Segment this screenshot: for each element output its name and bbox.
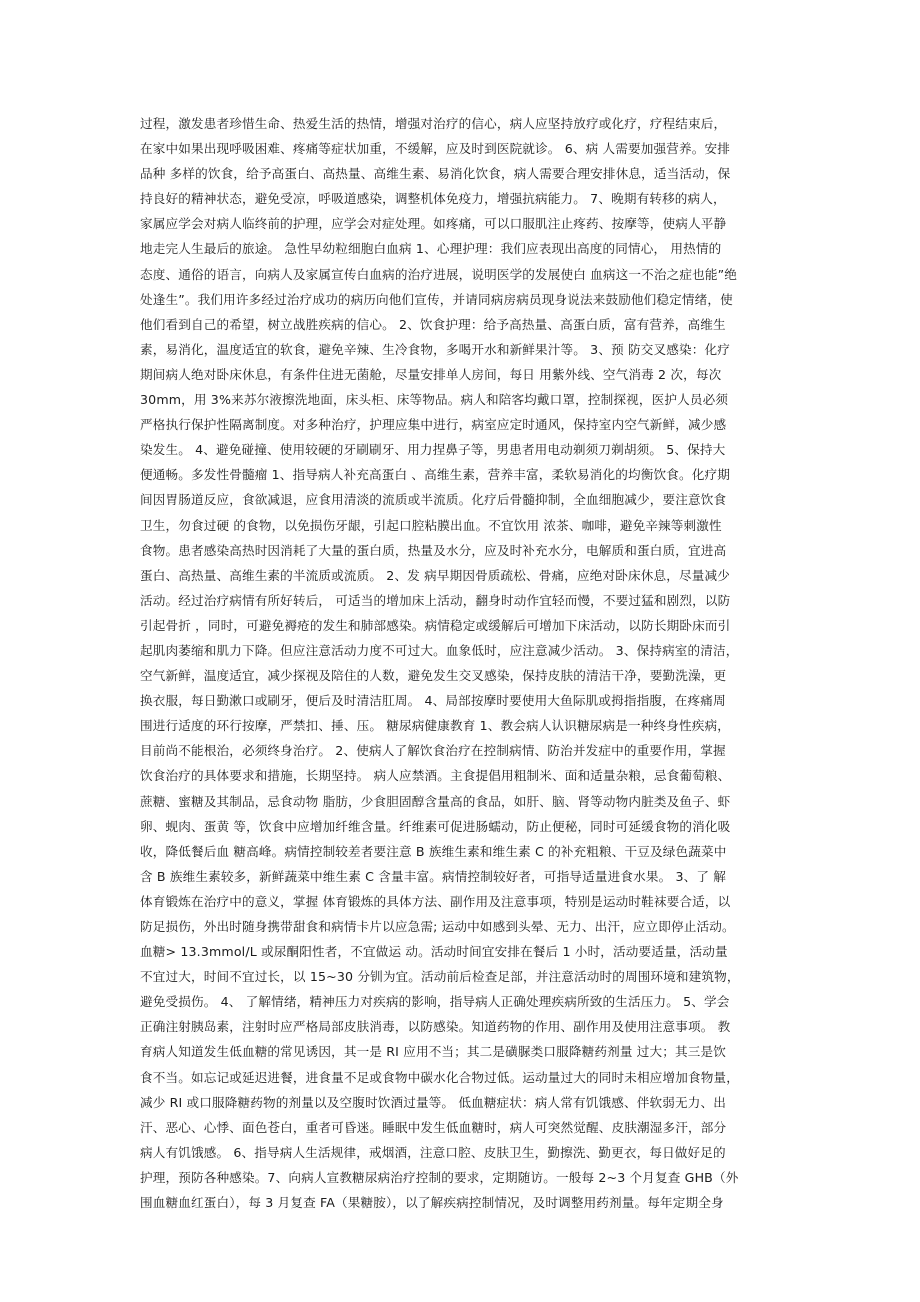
text-line: 围血糖血红蛋白），每 3 月复查 FA（果糖胺），以了解疾病控制情况，及时调整用药剂量。每年定期全身 (140, 1195, 724, 1211)
text-line: 活动。经过治疗病情有所好转后， 可适当的增加床上活动，翻身时动作宜轻而慢，不要过猛和剧烈，以防 (140, 592, 731, 608)
text-line: 饮食治疗的具体要求和措施，长期坚持。 病人应禁酒。主食提倡用粗制米、面和适量杂粮，忌食葡萄粮、 (140, 768, 731, 784)
text-line: 素，易消化，温度适宜的软食，避免辛辣、生冷食物，多喝开水和新鲜果汁等。 3、预 防交叉感染：化疗 (140, 341, 730, 357)
text-line: 蔗糖、蜜糖及其制品，忌食动物 脂肪，少食胆固醇含量高的食品，如肝、脑、肾等动物内脏类及鱼子、虾 (140, 793, 731, 809)
text-line: 间因胃肠道反应，食欲减退，应食用清淡的流质或半流质。化疗后骨髓抑制，全血细胞减少，要注意饮食 (140, 492, 727, 508)
text-line: 护理，预防各种感染。7、向病人宣教糖尿病治疗控制的要求，定期随访。一般每 2~3 个月复查 GHB（外 (140, 1169, 739, 1185)
text-line: 含 B 族维生素较多，新鲜蔬菜中维生素 C 含量丰富。病情控制较好者，可指导适量进食水果。 3、了 解 (140, 868, 727, 884)
text-line: 引起骨折 ，同时，可避免褥疮的发生和肺部感染。病情稳定或缓解后可增加下床活动，以防长期卧床而引 (140, 617, 731, 633)
text-line: 处逢生”。我们用许多经过治疗成功的病历向他们宣传，并请同病房病员现身说法来鼓励他们稳定情绪，使 (140, 291, 733, 307)
text-line: 目前尚不能根治，必须终身治疗。 2、使病人了解饮食治疗在控制病情、防治并发症中的重要作用，掌握 (140, 743, 726, 759)
text-line: 避免受损伤。 4、 了解情绪，精神压力对疾病的影响，指导病人正确处理疾病所致的生活压力。 5、学会 (140, 994, 730, 1010)
text-line: 围进行适度的环行按摩，严禁扣、捶、压。 糖尿病健康教育 1、教会病人认识糖尿病是一种终身性疾病， (140, 718, 730, 734)
text-line: 态度、通俗的语言，向病人及家属宣传白血病的治疗进展，说明医学的发展使白 血病这一不治之症也能”绝 (140, 266, 738, 282)
text-line: 育病人知道发生低血糖的常见诱因，其一是 RI 应用不当；其二是磺脲类口服降糖药剂量 过大；其三是饮 (140, 1044, 726, 1060)
text-line: 30mm，用 3%来苏尔液擦洗地面，床头柜、床等物品。病人和陪客均戴口罩，控制探视，医护人员必须 (140, 392, 729, 408)
text-line: 他们看到自己的希望，树立战胜疾病的信心。 2、饮食护理：给予高热量、高蛋白质，富有营养，高维生 (140, 316, 726, 332)
text-line: 空气新鲜，温度适宜，减少探视及陪住的人数，避免发生交叉感染，保持皮肤的清洁干净，要勤洗澡，更 (140, 668, 727, 684)
text-line: 病人有饥饿感。 6、指导病人生活规律，戒烟酒，注意口腔、皮肤卫生，勤擦洗、勤更衣，每日做好足的 (140, 1144, 726, 1160)
text-line: 蛋白、高热量、高维生素的半流质或流质。 2、发 病早期因骨质疏松、骨痛，应绝对卧床休息，尽量减少 (140, 567, 730, 583)
text-line: 不宜过大，时间不宜过长，以 15~30 分钏为宜。活动前后检查足部，并注意活动时的周围环境和建筑物， (140, 969, 740, 985)
text-line: 体育锻炼在治疗中的意义，掌握 体育锻炼的具体方法、副作用及注意事项，特别是运动时鞋袜要合适，以 (140, 893, 731, 909)
text-line: 持良好的精神状态，避免受凉，呼吸道感染，调整机体免疫力，增强抗病能力。 7、晚期有转移的病人， (140, 191, 726, 207)
text-line: 正确注射胰岛素，注射时应严格局部皮肤消毒，以防感染。知道药物的作用、副作用及使用注意事项。 教 (140, 1019, 731, 1035)
text-line: 食物。患者感染高热时因消耗了大量的蛋白质，热量及水分，应及时补充水分，电解质和蛋白质，宜进高 (140, 542, 727, 558)
text-line: 减少 RI 或口服降糖药物的剂量以及空腹时饮酒过量等。 低血糖症状：病人常有饥饿感、伴软弱无力、出 (140, 1094, 726, 1110)
text-line: 便通畅。多发性骨髓瘤 1、指导病人补充高蛋白 、高维生素，营养丰富，柔软易消化的均衡饮食。化疗期 (140, 467, 730, 483)
text-line: 严格执行保护性隔离制度。对多种治疗，护理应集中进行，病室应定时通风，保持室内空气新鲜，减少感 (140, 417, 727, 433)
text-line: 起肌肉萎缩和肌力下降。但应注意活动力度不可过大。血象低时，应注意减少活动。 3、保持病室的清洁， (140, 642, 739, 658)
text-line: 汗、恶心、心悸、面色苍白，重者可昏迷。睡眠中发生低血糖时，病人可突然觉醒、皮肤潮湿多汗，部分 (140, 1119, 727, 1135)
text-line: 食不当。如忘记或延迟进餐，进食量不足或食物中碳水化合物过低。运动量过大的同时未相应增加食物量， (140, 1069, 739, 1085)
text-line: 卫生，勿食过硬 的食物，以免损伤牙龈，引起口腔粘膜出血。不宜饮用 浓茶、咖啡，避免辛辣等刺激性 (140, 517, 722, 533)
text-line: 地走完人生最后的旅途。 急性早幼粒细胞白血病 1、心理护理：我们应表现出高度的同情心， 用热情的 (140, 241, 722, 257)
body-text (140, 111, 786, 1215)
text-line: 在家中如果出现呼吸困难、疼痛等症状加重，不缓解，应及时到医院就诊。 6、病 人需要加强营养。安排 (140, 141, 730, 157)
text-line: 期间病人绝对卧床休息，有条件住进无菌舱，尽量安排单人房间，每日 用紫外线、空气消毒 2 次，每次 (140, 366, 722, 382)
text-line: 品种 多样的饮食，给予高蛋白、高热量、高维生素、易消化饮食，病人需要合理安排休息，适当活动，保 (140, 166, 731, 182)
text-line: 防足损伤，外出时随身携带甜食和病情卡片以应急需; 运动中如感到头晕、无力、出汗，应立即停止活动。 (140, 919, 735, 934)
text-line: 卵、蚬肉、蛋黄 等，饮食中应增加纤维含量。纤维素可促进肠蠕动，防止便秘，同时可延缓食物的消化吸 (140, 818, 731, 834)
text-line: 血糖> 13.3mmol/L 或尿酮阳性者，不宜做运 动。活动时间宜安排在餐后 1 小时，活动要适量，活动量 (140, 944, 728, 960)
text-line: 染发生。 4、避免碰撞、使用较硬的牙刷刷牙、用力捏鼻子等，男患者用电动剃须刀剃胡须。 5、保持大 (140, 442, 726, 458)
text-line: 家属应学会对病人临终前的护理，应学会对症处理。如疼痛，可以口服肌注止疼药、按摩等，使病人平静 (140, 216, 727, 232)
text-line: 收，降低餐后血 糖高峰。病情控制较差者要注意 B 族维生素和维生素 C 的补充粗粮、干豆及绿色蔬菜中 (140, 843, 727, 859)
text-line: 过程，激发患者珍惜生命、热爱生活的热情，增强对治疗的信心，病人应坚持放疗或化疗，疗程结束后， (140, 116, 727, 131)
text-line: 换衣服，每日勤漱口或刷牙，便后及时清洁肛周。 4、局部按摩时要使用大鱼际肌或拇指指腹，在疼痛周 (140, 693, 726, 709)
